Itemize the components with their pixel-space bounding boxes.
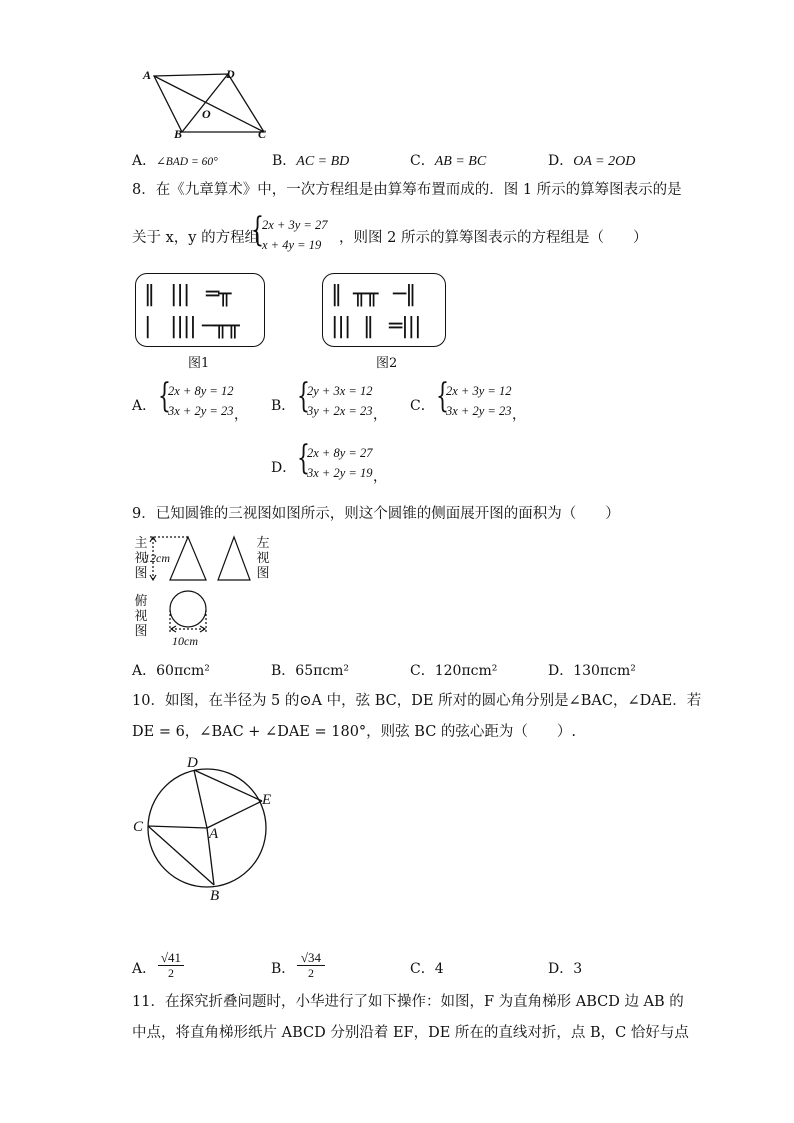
- q10-point-e: E: [262, 792, 272, 808]
- q8-given-eq1: 2x + 3y = 27: [262, 218, 328, 232]
- rod-1-3: ═╥: [206, 282, 231, 307]
- rod-2-1: |: [144, 314, 151, 339]
- q8-figure2-caption: 图2: [376, 356, 398, 371]
- q7-option-b[interactable]: [272, 150, 349, 170]
- option-eq1: 2x + 8y = 27: [307, 446, 373, 460]
- q10-circle-figure: [130, 752, 280, 906]
- option-eq2: 3y + 2x = 23: [307, 404, 373, 418]
- q10-option-b[interactable]: [271, 950, 331, 990]
- option-letter: C．: [410, 398, 435, 414]
- option-text: 4: [434, 961, 444, 977]
- option-letter: A．: [132, 153, 157, 169]
- rod-2-3: ─╥╥: [202, 314, 239, 339]
- q9-left-view-label: 左视图: [256, 536, 270, 581]
- option-eq1: 2y + 3x = 12: [307, 384, 373, 398]
- q7-option-c[interactable]: [410, 150, 486, 170]
- option-text: 120πcm²: [434, 663, 498, 679]
- option-letter: C．: [410, 153, 435, 169]
- option-system: [168, 381, 233, 421]
- option-text: 60πcm²: [156, 663, 210, 679]
- q8-figure1-counting-rods: [135, 273, 265, 347]
- q8-option-c[interactable]: [410, 376, 530, 424]
- option-letter: B．: [271, 398, 296, 414]
- option-tail: ，: [373, 469, 387, 485]
- q7-parallelogram-figure: [140, 66, 280, 142]
- option-fraction: [297, 950, 325, 981]
- q7-option-a[interactable]: [132, 150, 218, 170]
- q8-stem-line2-pre: 关于 x，y 的方程组: [132, 230, 260, 246]
- q8-given-brace: {: [251, 210, 264, 250]
- rod-1-2: |||: [170, 282, 190, 307]
- q7-point-c: C: [258, 127, 267, 141]
- q10-option-c[interactable]: [410, 958, 444, 978]
- option-brace: {: [297, 376, 310, 416]
- option-letter: A．: [132, 961, 157, 977]
- option-eq1: 2x + 3y = 12: [446, 384, 512, 398]
- q8-figure2-counting-rods: [322, 273, 446, 347]
- q10-point-d: D: [187, 755, 198, 771]
- option-letter: C．: [410, 961, 435, 977]
- option-letter: D．: [271, 460, 297, 476]
- q9-front-view-label: 主视图: [134, 536, 148, 581]
- q8-stem-line2-post: ，则图 2 所示的算筹图表示的方程组是（ ）: [339, 230, 648, 246]
- option-text: AC = BD: [296, 154, 350, 169]
- rod-1-2: ╥╥: [353, 282, 378, 307]
- rod-1-1: ‖: [144, 282, 154, 307]
- q8-option-d[interactable]: [271, 438, 391, 486]
- option-letter: D．: [548, 663, 574, 679]
- option-tail: ，: [234, 407, 248, 423]
- q9-option-b[interactable]: [271, 660, 349, 680]
- q10-option-d[interactable]: [548, 958, 582, 978]
- option-letter: A．: [132, 663, 157, 679]
- q10-point-b: B: [210, 888, 220, 904]
- option-eq2: 3x + 2y = 23: [168, 404, 234, 418]
- q7-option-d[interactable]: [548, 150, 635, 170]
- option-letter: D．: [548, 153, 574, 169]
- option-eq2: 3x + 2y = 19: [307, 466, 373, 480]
- q8-given-system: [262, 215, 327, 255]
- q8-figure1-caption: 图1: [188, 356, 210, 371]
- q10-stem-line2: DE = 6，∠BAC + ∠DAE = 180°，则弦 BC 的弦心距为（ ）.: [132, 724, 577, 740]
- option-letter: B．: [271, 663, 296, 679]
- q8-given-eq2: x + 4y = 19: [262, 238, 322, 252]
- q11-stem-line2: 中点，将直角梯形纸片 ABCD 分别沿着 EF，DE 所在的直线对折，点 B，C 恰好与点: [132, 1025, 689, 1041]
- fraction-denominator: 2: [168, 966, 174, 980]
- fraction-numerator: √41: [158, 950, 184, 966]
- q9-option-a[interactable]: [132, 660, 210, 680]
- q10-stem-line1: 10．如图，在半径为 5 的⊙A 中，弦 BC，DE 所对的圆心角分别是∠BAC，∠DAE．若: [132, 693, 702, 709]
- rod-2-1: |||: [331, 314, 351, 339]
- option-letter: A．: [132, 398, 157, 414]
- rod-2-2: ‖: [363, 314, 373, 339]
- option-text: 65πcm²: [295, 663, 350, 679]
- option-brace: {: [158, 376, 171, 416]
- q9-width-label: 10cm: [172, 634, 198, 648]
- fraction-denominator: 2: [308, 966, 314, 980]
- q10-point-c: C: [133, 819, 144, 835]
- q9-option-c[interactable]: [410, 660, 497, 680]
- q9-stem: 9．已知圆锥的三视图如图所示，则这个圆锥的侧面展开图的面积为（ ）: [132, 506, 620, 522]
- q10-point-a: A: [209, 826, 219, 842]
- option-brace: {: [436, 376, 449, 416]
- option-text: OA = 2OD: [573, 154, 636, 169]
- option-letter: B．: [271, 961, 296, 977]
- q9-three-views-figure: [144, 530, 258, 648]
- option-eq1: 2x + 8y = 12: [168, 384, 234, 398]
- option-brace: {: [297, 438, 310, 478]
- option-system: [307, 443, 372, 483]
- q9-height-label: 12cm: [144, 551, 170, 565]
- option-eq2: 3x + 2y = 23: [446, 404, 512, 418]
- q8-option-b[interactable]: [271, 376, 391, 424]
- option-text: 130πcm²: [573, 663, 636, 679]
- option-text: AB = BC: [434, 154, 487, 169]
- fraction-numerator: √34: [297, 950, 325, 966]
- q7-point-d: D: [226, 67, 235, 81]
- option-tail: ，: [512, 407, 526, 423]
- q10-option-a[interactable]: [132, 950, 192, 990]
- q8-stem-line1: 8．在《九章算术》中，一次方程组是由算筹布置而成的．图 1 所示的算筹图表示的是: [132, 182, 682, 198]
- option-fraction: [158, 950, 184, 981]
- option-system: [307, 381, 372, 421]
- option-tail: ，: [373, 407, 387, 423]
- q7-point-b: B: [174, 127, 183, 141]
- rod-2-3: ═|||: [389, 314, 421, 339]
- q11-stem-line1: 11．在探究折叠问题时，小华进行了如下操作：如图，F 为直角梯形 ABCD 边 AB 的: [132, 994, 684, 1010]
- rod-2-2: ||||: [170, 314, 196, 339]
- q8-option-a[interactable]: [132, 376, 252, 424]
- q9-option-d[interactable]: [548, 660, 636, 680]
- option-text: 3: [573, 961, 583, 977]
- option-text: ∠BAD = 60°: [156, 156, 218, 168]
- q9-top-view-label: 俯视图: [134, 594, 148, 639]
- option-system: [446, 381, 511, 421]
- q7-point-o: O: [202, 107, 211, 121]
- q7-point-a: A: [143, 68, 152, 82]
- rod-1-3: ─‖: [393, 282, 416, 307]
- rod-1-1: ‖: [331, 282, 341, 307]
- option-letter: C．: [410, 663, 435, 679]
- option-letter: B．: [272, 153, 297, 169]
- option-letter: D．: [548, 961, 574, 977]
